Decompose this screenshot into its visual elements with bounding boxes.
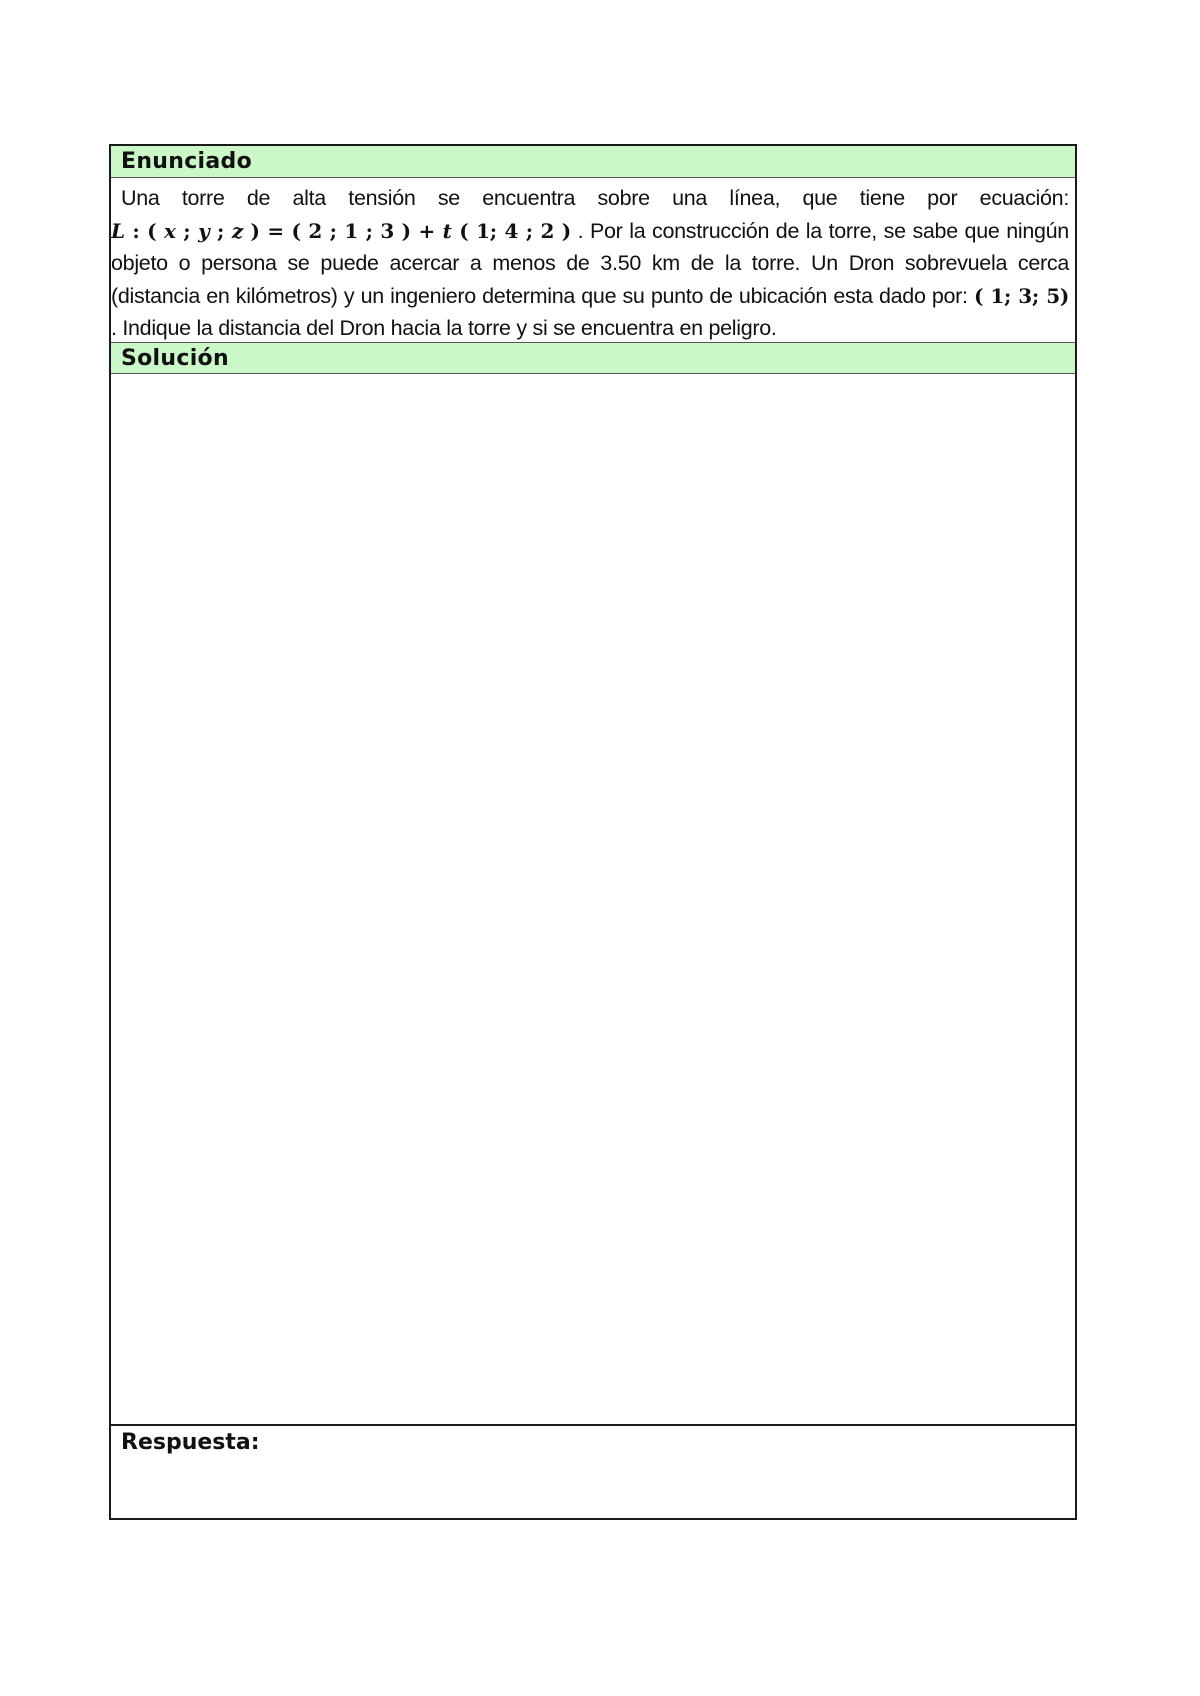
solucion-area	[111, 374, 1075, 1426]
enunciado-body	[111, 178, 1075, 342]
line-equation	[111, 219, 308, 243]
enunciado-header	[111, 146, 1075, 178]
eq-sep1: ;	[175, 218, 199, 243]
drone-point: ( 1; 3; 5)	[973, 283, 1069, 308]
eq-param: t	[442, 218, 452, 243]
eq-var-z: z	[231, 218, 243, 243]
eq-sep2: ;	[209, 218, 232, 243]
respuesta-label: Respuesta:	[121, 1430, 260, 1455]
eq-var-y: y	[198, 218, 210, 243]
enunciado-title: Enunciado	[121, 149, 253, 174]
solucion-title: Solución	[121, 346, 229, 371]
eq-direction: 1; 4 ; 2	[476, 218, 555, 243]
solucion-header	[111, 342, 1075, 374]
enunciado-text-part3: . Indique la distancia del Dron hacia la torre y si se encuentra en peligro.	[111, 316, 777, 340]
eq-direction-open: (	[451, 218, 477, 243]
respuesta-area	[111, 1426, 1075, 1516]
eq-line-name: L	[111, 218, 125, 243]
line-equation-rest	[308, 219, 571, 243]
eq-plus: ) +	[394, 218, 443, 243]
eq-colon: : (	[124, 218, 165, 243]
eq-point: 2 ; 1 ; 3	[308, 218, 395, 243]
enunciado-text-part2: . Por la construcción de la torre, se sabe que ningún objeto o persona se puede acercar a menos de 3.50 km de la torre. Un Dron sobrevuela cerca (distancia en kilómetros) y un ingeniero determina que su punto de ubicación esta dado por:	[111, 218, 1069, 308]
exercise-sheet	[109, 144, 1077, 1520]
eq-close: )	[554, 218, 571, 243]
eq-equals: ) = (	[242, 218, 309, 243]
eq-var-x: x	[164, 218, 176, 243]
enunciado-text-part1: Una torre de alta tensión se encuentra sobre una línea, que tiene por ecuación:	[121, 186, 1069, 210]
